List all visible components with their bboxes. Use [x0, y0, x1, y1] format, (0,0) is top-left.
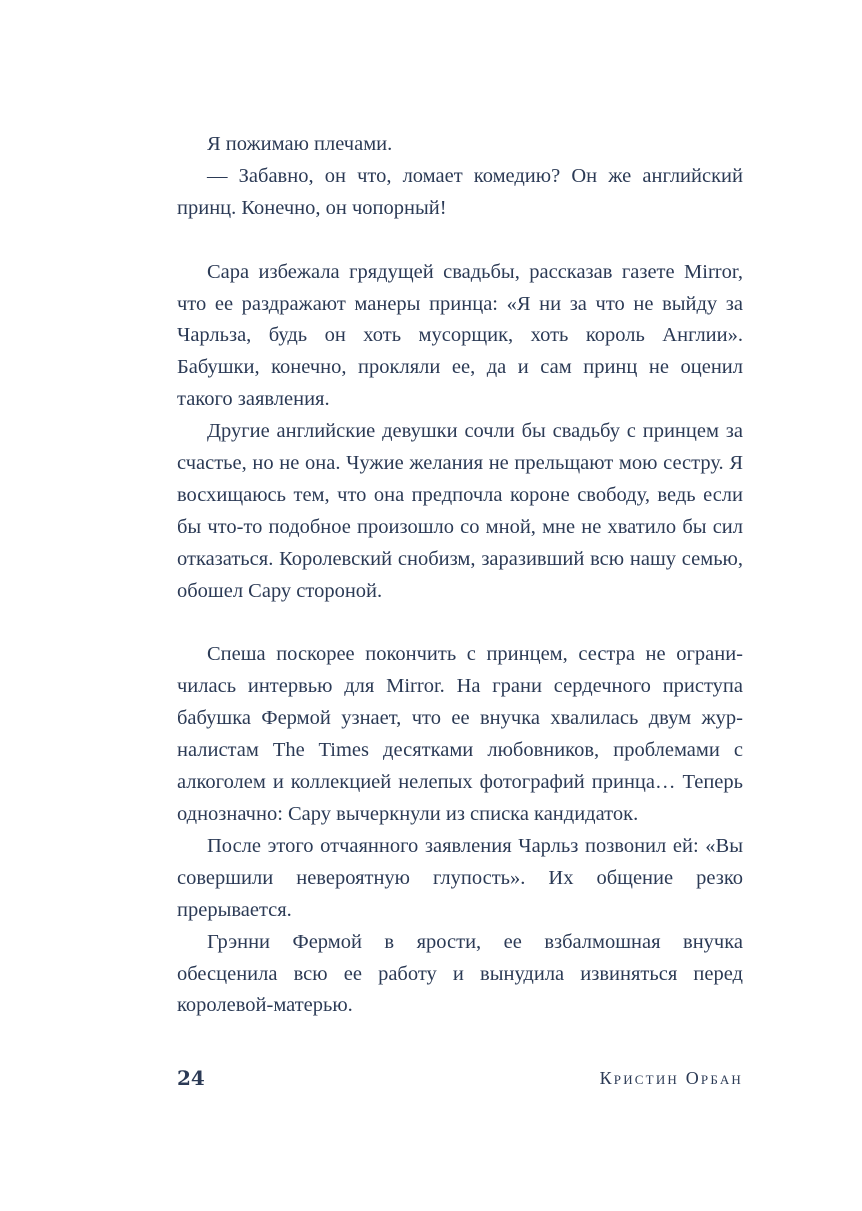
page-number: 24 [177, 1066, 205, 1090]
running-head-author: Кристин Орбан [599, 1068, 743, 1088]
page-footer [177, 1062, 743, 1094]
paragraph-6: После этого отчаянного заявления Чарльз позвонил ей: «Вы совершили невероятную глупость». Их общение резко прерывается. [177, 834, 743, 921]
paragraph-7: Грэнни Фермой в ярости, ее взбалмошная внучка обесценила всю ее работу и вынудила извиняться перед королевой-матерью. [177, 930, 743, 1017]
paragraph-3: Сара избежала грядущей свадьбы, рассказав газете Mirror, что ее раздражают манеры принца: «Я ни за что не выйду за Чарльза, будь он хоть мусорщик, хоть король Англии». Бабушки, конечно, прокляли ее, да и сам принц не оценил такого заявления. [177, 260, 743, 411]
body-text [177, 129, 743, 1022]
paragraph-5: Спеша поскорее покончить с принцем, сестра не ограничилась интервью для Mirror. На грани сердечного приступа бабушка Фермой узнает, что ее внучка хвалилась двум журналистам The Times десятками любовников, проблемами с алкоголем и коллекцией нелепых фотографий принца… Теперь однозначно: Сару вычеркнули из списка кандидаток. [177, 643, 743, 825]
paragraph-2: — Забавно, он что, ломает комедию? Он же английский принц. Конечно, он чопорный! [177, 164, 743, 219]
paragraph-1: Я пожимаю плечами. [207, 133, 393, 155]
paragraph-4: Другие английские девушки сочли бы свадьбу с принцем за счастье, но не она. Чужие желания не прельщают мою сестру. Я восхищаюсь тем, что она предпочла короне свободу, ведь если бы что-то подобное произошло со мной, мне не хватило бы сил отказаться. Королевский снобизм, заразивший всю нашу семью, обошел Сару стороной. [177, 420, 743, 602]
